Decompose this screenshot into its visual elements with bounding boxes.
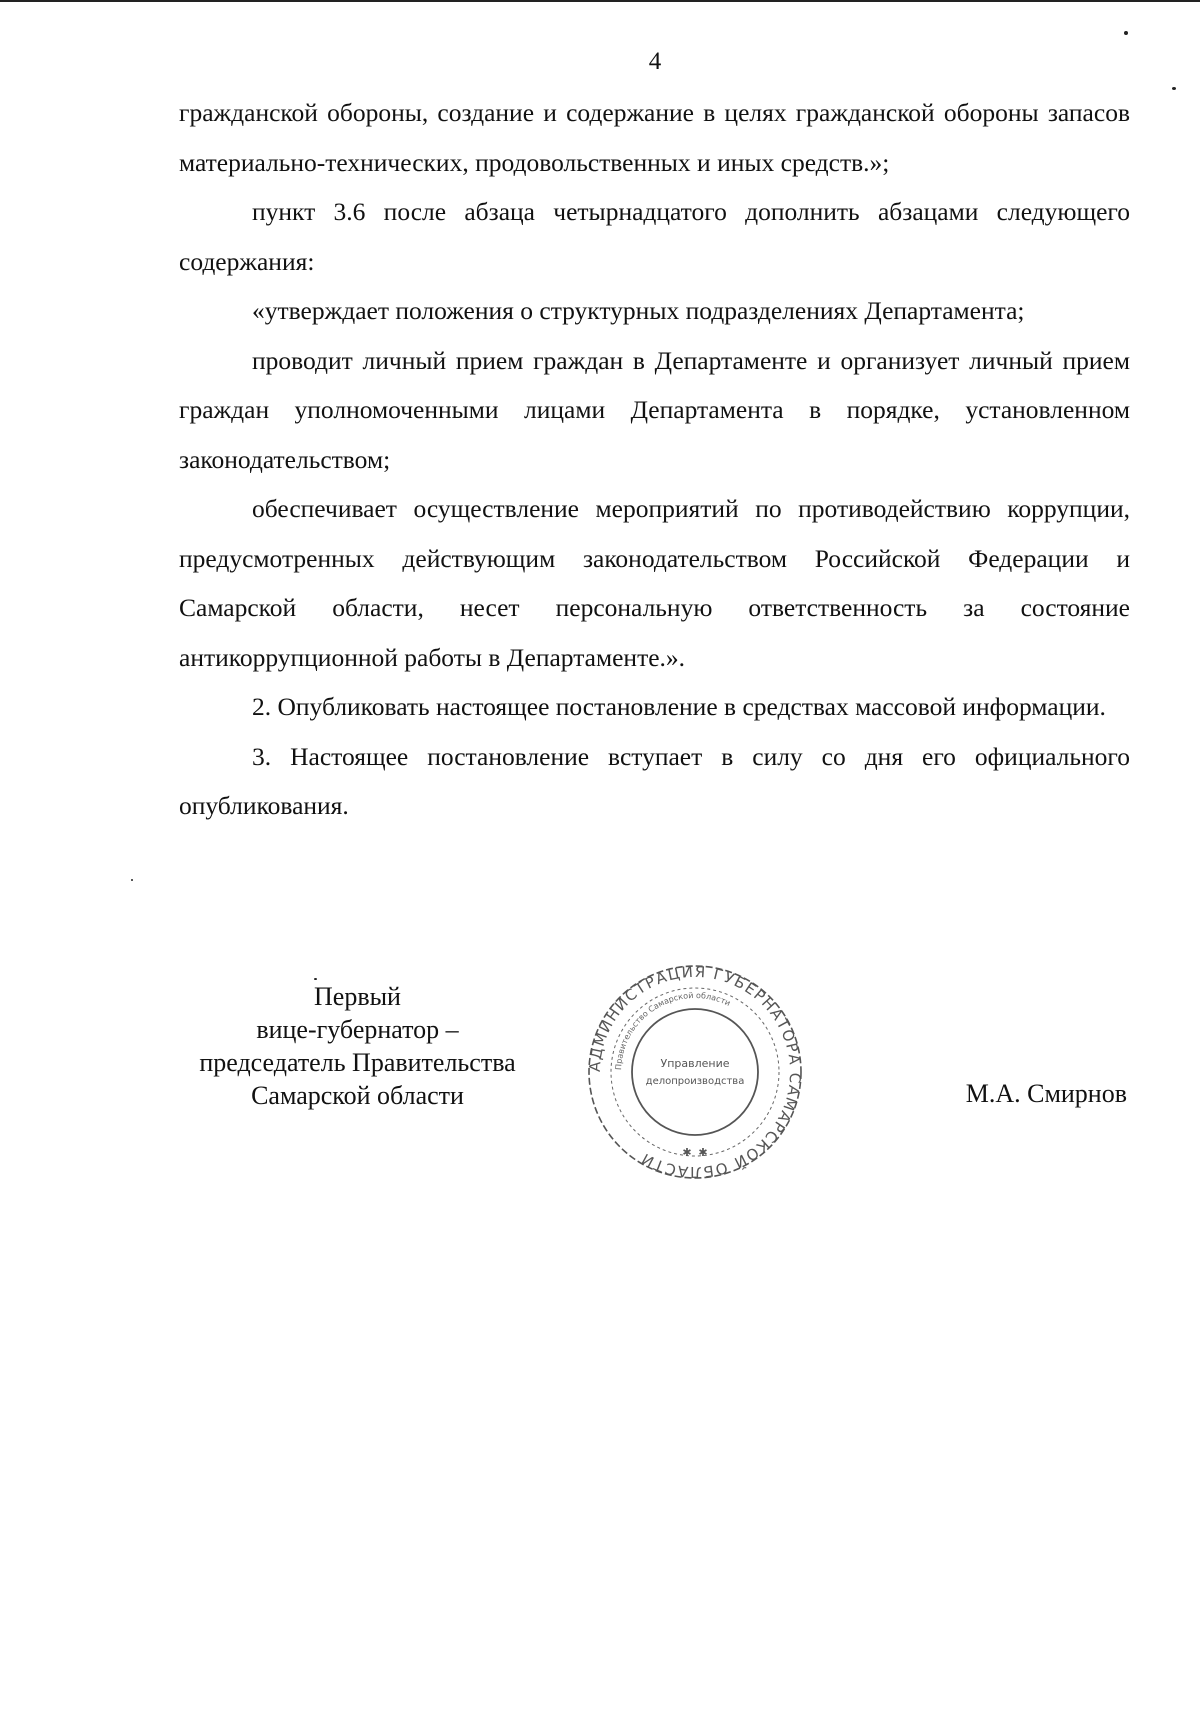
paragraph-2: пункт 3.6 после абзаца четырнадцатого дополнить абзацами следующего содержания: — [179, 197, 1130, 276]
signatory-title-line-3: председатель Правительства — [199, 1048, 516, 1077]
scan-speck — [131, 879, 133, 881]
signatory-title-line-2: вице-губернатор – — [256, 1015, 459, 1044]
seal-center-line-2: делопроизводства — [645, 1076, 745, 1087]
scan-speck — [1124, 31, 1128, 35]
signatory-title-line-4: Самарской области — [251, 1081, 464, 1110]
scan-speck — [1172, 87, 1176, 90]
signatory-title — [170, 980, 545, 1112]
paragraph-7: 3. Настоящее постановление вступает в силу со дня его официального опубликования. — [179, 741, 1130, 820]
seal-inner-ring — [632, 1009, 758, 1135]
paragraph-5: обеспечивает осуществление мероприятий по противодействию коррупции, предусмотренных действующим законодательством Российской Федерации и Самарской области, несет персональную ответственность за состояние антикоррупционной работы в Департаменте.». — [179, 494, 1130, 672]
signatory-title-line-1: Первый — [314, 982, 401, 1011]
page-number: 4 — [648, 48, 662, 75]
paragraph-4: проводит личный прием граждан в Департаменте и организует личный прием граждан уполномоченными лицами Департамента в порядке, установленном законодательством; — [179, 345, 1130, 474]
paragraph-3: «утверждает положения о структурных подразделениях Департамента; — [252, 296, 1025, 325]
paragraph-1: гражданской обороны, создание и содержание в целях гражданской обороны запасов материально-технических, продовольственных и иных средств.»; — [179, 98, 1130, 177]
document-body — [179, 88, 1130, 831]
official-seal — [586, 963, 804, 1181]
seal-star-icon: ✱ — [682, 1146, 692, 1159]
top-scan-edge — [0, 0, 1200, 2]
seal-center-line-1: Управление — [660, 1057, 730, 1070]
seal-inner-text: Правительство Самарской области — [613, 990, 732, 1071]
seal-star-icon: ✱ — [698, 1146, 708, 1159]
paragraph-6: 2. Опубликовать настоящее постановление в средствах массовой информации. — [252, 692, 1106, 721]
signatory-name: М.А. Смирнов — [965, 1079, 1127, 1108]
scan-speck — [314, 978, 317, 980]
seal-middle-ring — [611, 988, 779, 1156]
seal-outer-text: АДМИНИСТРАЦИЯ ГУБЕРНАТОРА САМАРСКОЙ ОБЛАСТИ — [586, 963, 804, 1181]
